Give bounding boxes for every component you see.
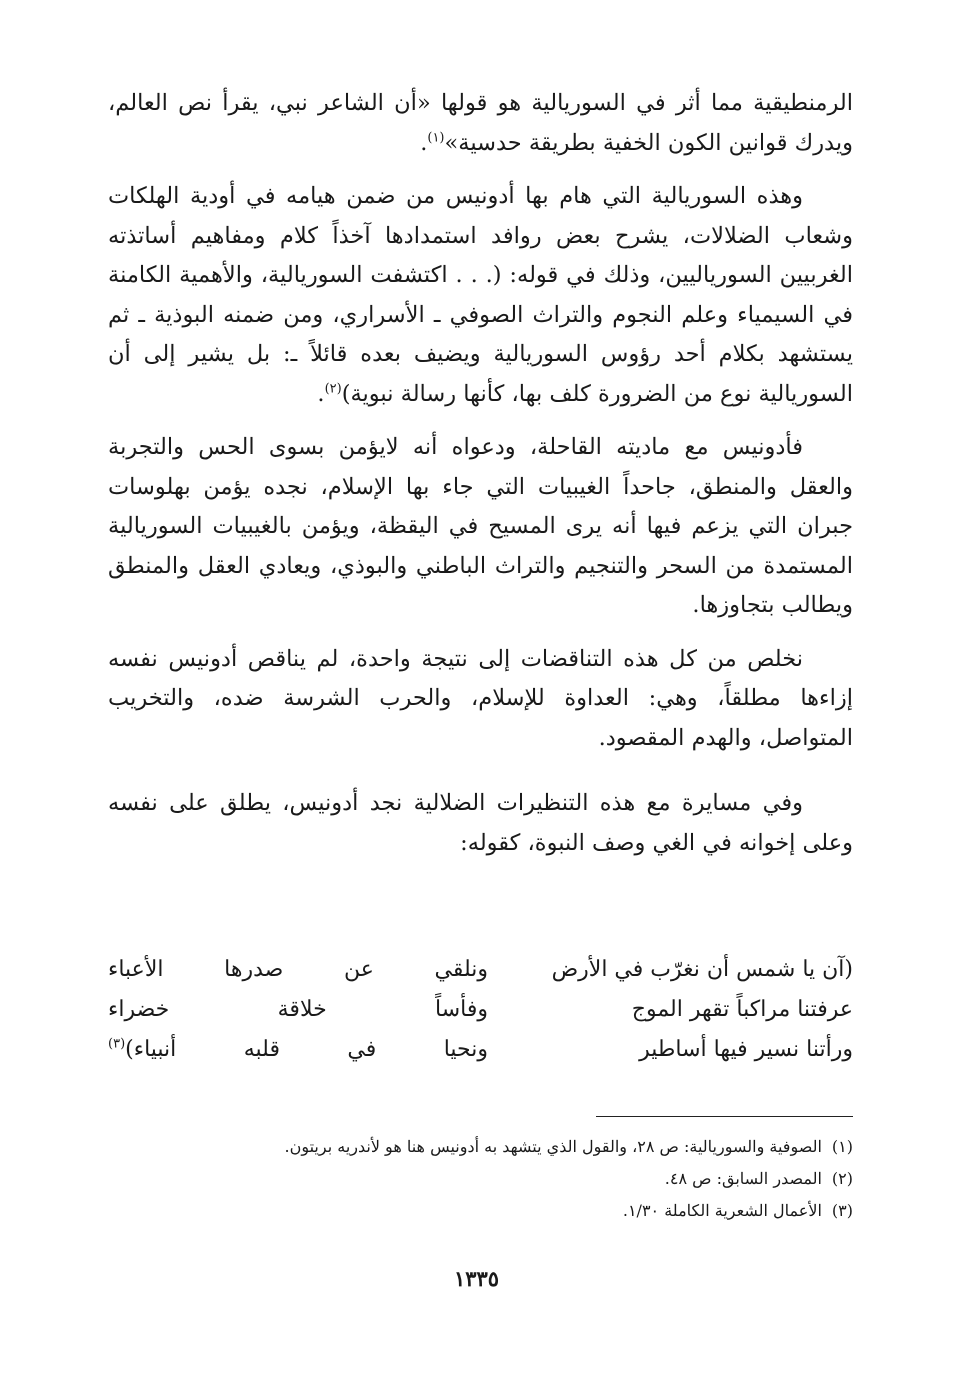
poem-first-hemistich: عرفتنا مراكباً تقهر الموج (631, 997, 853, 1022)
footnote-text: الصوفية والسوريالية: ص ٢٨، والقول الذي يتشهد به أدونيس هنا هو لأندريه بريتون. (284, 1137, 822, 1156)
paragraph-end-punctuation: . (317, 380, 325, 407)
poem-second-hemistich (108, 950, 488, 990)
footnote-2 (108, 1163, 853, 1195)
paragraph-text: فأدونيس مع ماديته القاحلة، ودعواه أنه لايؤمن بسوى الحس والتجربة والعقل والمنطق، جاحداً الغيبيات التي جاء بها الإسلام، نجده يؤمن بهلوسات جبران التي يزعم فيها أنه يرى المسيح في اليقظة، ويؤمن بالغيبيات السوريالية المستمدة من السحر والتنجيم والتراث الباطني والبوذي، ويعادي العقل والمنطق ويطالب بتجاوزها. (108, 434, 853, 618)
paragraph-end-punctuation: . (420, 129, 428, 156)
footnote-text: المصدر السابق: ص ٤٨. (664, 1169, 822, 1188)
poem-block (108, 950, 853, 1070)
footnote-reference[interactable]: (١) (427, 130, 445, 145)
poem-first-hemistich: ورأتنا نسير فيها أساطير (639, 1037, 853, 1062)
paragraph-4 (108, 640, 853, 759)
poem-second-hemistich (108, 1030, 488, 1070)
paragraph-text: وهذه السوريالية التي هام بها أدونيس من ضمن هيامه في أودية الهلكات وشعاب الضلالات، يشرح بعض روافد استمدادها آخذاً كلام ومفاهيم أساتذته الغربيين السورياليين، وذلك في قوله: (. . . اكتشفت السوريالية، والأهمية الكامنة في السيمياء وعلم النجوم والتراث الصوفي ـ الأسراري، ومن ضمنه البوذية ـ ثم يستشهد بكلام أحد رؤوس السوريالية ويضيف بعده قائلاً ـ: بل يشير إلى أن السوريالية نوع من الضرورة كلف بها، كأنها رسالة نبوية) (108, 183, 853, 407)
paragraph-text: نخلص من كل هذه التناقضات إلى نتيجة واحدة، لم يناقص أدونيس نفسه إزاءها مطلقاً، وهي: العداوة للإسلام، والحرب الشرسة ضده، والتخريب المتواصل، والهدم المقصود. (108, 645, 853, 751)
poem-second-hemistich-text: ونلقي عن صدرها الأعباء (108, 957, 488, 982)
paragraph-3 (108, 428, 853, 626)
paragraph-2 (108, 177, 853, 414)
footnote-1 (108, 1131, 853, 1163)
poem-line-2 (108, 990, 853, 1030)
poem-line-1 (108, 950, 853, 990)
body-text (108, 84, 853, 877)
footnote-separator (596, 1116, 853, 1117)
footnote-text: الأعمال الشعرية الكاملة ١/٣٠. (622, 1201, 822, 1220)
footnote-number: (٣) (831, 1201, 853, 1220)
poem-line-3 (108, 1030, 853, 1070)
poem-first-hemistich: (آن يا شمس أن نغرّب في الأرض (551, 957, 853, 982)
poem-second-hemistich (108, 990, 488, 1030)
footnote-number: (٢) (831, 1169, 853, 1188)
footnote-number: (١) (831, 1137, 853, 1156)
poem-second-hemistich-text: ونحيا في قلبه أنبياء) (125, 1037, 488, 1062)
footnote-reference[interactable]: (٢) (324, 381, 342, 396)
paragraph-text: وفي مسايرة مع هذه التنظيرات الضلالية نجد أدونيس، يطلق على نفسه وعلى إخوانه في الغي وصف النبوة، كقوله: (108, 790, 853, 856)
paragraph-text: الرمنطيقية مما أثر في السوريالية هو قولها «أن الشاعر نبي، يقرأ نص العالم، ويدرك قوانين الكون الخفية بطريقة حدسية» (108, 90, 853, 156)
paragraph-1 (108, 84, 853, 163)
footnotes (108, 1131, 853, 1227)
footnote-reference[interactable]: (٣) (108, 1036, 126, 1052)
poem-second-hemistich-text: وفأساً خلاقة خضراء (108, 997, 488, 1022)
footnote-3 (108, 1195, 853, 1227)
page-number: ١٣٣٥ (453, 1266, 500, 1291)
paragraph-5 (108, 784, 853, 863)
